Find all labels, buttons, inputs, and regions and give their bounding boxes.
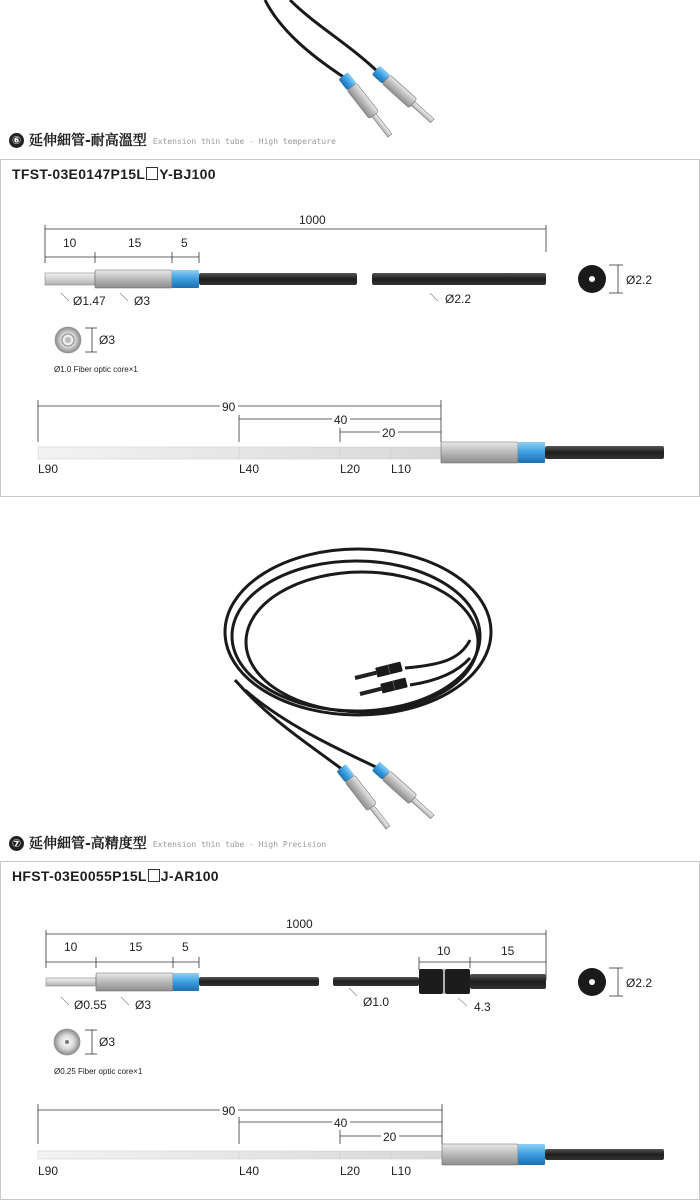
length-label-L20: L20 [340, 1164, 361, 1178]
spec-panel-high-temperature [0, 159, 700, 497]
dim-seg2-label: 15 [129, 940, 143, 954]
model-suffix: Y-BJ100 [159, 166, 216, 182]
tip-diameter-label: Ø0.55 [74, 998, 107, 1012]
length-label-L40: L40 [239, 462, 260, 476]
cable-end-view [578, 968, 623, 996]
section-subtitle: Extension thin tube - High temperature [152, 137, 336, 146]
length-label-L90: L90 [38, 462, 59, 476]
length-label-L10: L10 [391, 1164, 412, 1178]
coil-connectors [354, 662, 408, 699]
dim-seg1-label: 10 [63, 236, 77, 250]
tip-diameter-label: Ø1.47 [73, 294, 106, 308]
length-profile [38, 1144, 664, 1165]
dim-seg3-label: 5 [182, 940, 189, 954]
length-dim-20: 20 [383, 1130, 397, 1144]
section-number: ⑥ [9, 133, 24, 148]
length-dim-40: 40 [334, 413, 348, 427]
length-dim-40: 40 [334, 1116, 348, 1130]
sleeve-diameter-label: Ø3 [135, 998, 152, 1012]
connector-diameter-label: 4.3 [474, 1000, 491, 1014]
spec-panel-high-precision [0, 861, 700, 1200]
conn-seg1-label: 10 [437, 944, 451, 958]
cable-diameter-label: Ø2.2 [445, 292, 472, 306]
section-number: ⑦ [9, 836, 24, 851]
end-diameter-label: Ø2.2 [626, 976, 653, 990]
length-label-L10: L10 [391, 462, 412, 476]
length-dim-90: 90 [222, 1104, 236, 1118]
coiled-cable-illustration [225, 549, 491, 770]
section-title-text: 延伸細管-高精度型 [29, 836, 147, 852]
dim-seg1-label: 10 [64, 940, 78, 954]
model-prefix: HFST-03E0055P15L [12, 868, 147, 884]
front-diameter-label: Ø3 [99, 333, 116, 347]
length-label-L20: L20 [340, 462, 361, 476]
model-suffix: J-AR100 [160, 868, 219, 884]
dim-total-label: 1000 [286, 917, 313, 931]
length-label-L40: L40 [239, 1164, 260, 1178]
section-title-text: 延伸細管-耐高溫型 [29, 133, 147, 149]
fiber-cable-illustration [265, 0, 436, 139]
conn-seg2-label: 15 [501, 944, 515, 958]
probe-front-view [55, 327, 97, 353]
front-diameter-label: Ø3 [99, 1035, 116, 1049]
length-dim-20: 20 [382, 426, 396, 440]
length-label-L90: L90 [38, 1164, 59, 1178]
dim-seg3-label: 5 [181, 236, 188, 250]
length-dim-90: 90 [222, 400, 236, 414]
core-note: Ø1.0 Fiber optic core×1 [54, 365, 138, 374]
section-subtitle: Extension thin tube - High Precision [152, 840, 327, 849]
dim-seg2-label: 15 [128, 236, 142, 250]
section-title-high-precision [9, 833, 326, 853]
end-diameter-label: Ø2.2 [626, 273, 653, 287]
dimension-drawing [1, 160, 699, 496]
product-photo-high-temperature [0, 0, 700, 150]
length-profile [38, 442, 664, 463]
coil-probes [336, 762, 436, 832]
sleeve-diameter-label: Ø3 [134, 294, 151, 308]
dimension-drawing [1, 862, 699, 1199]
probe-profile [46, 969, 546, 994]
dim-total-label: 1000 [299, 213, 326, 227]
probe-profile [45, 270, 546, 288]
probe-front-view [54, 1029, 97, 1055]
cable-end-view [578, 265, 623, 293]
model-prefix: TFST-03E0147P15L [12, 166, 146, 182]
section-title-high-temperature [9, 130, 336, 150]
cable-diameter-label: Ø1.0 [363, 995, 390, 1009]
product-photo-high-precision [0, 540, 700, 840]
core-note: Ø0.25 Fiber optic core×1 [54, 1067, 143, 1076]
